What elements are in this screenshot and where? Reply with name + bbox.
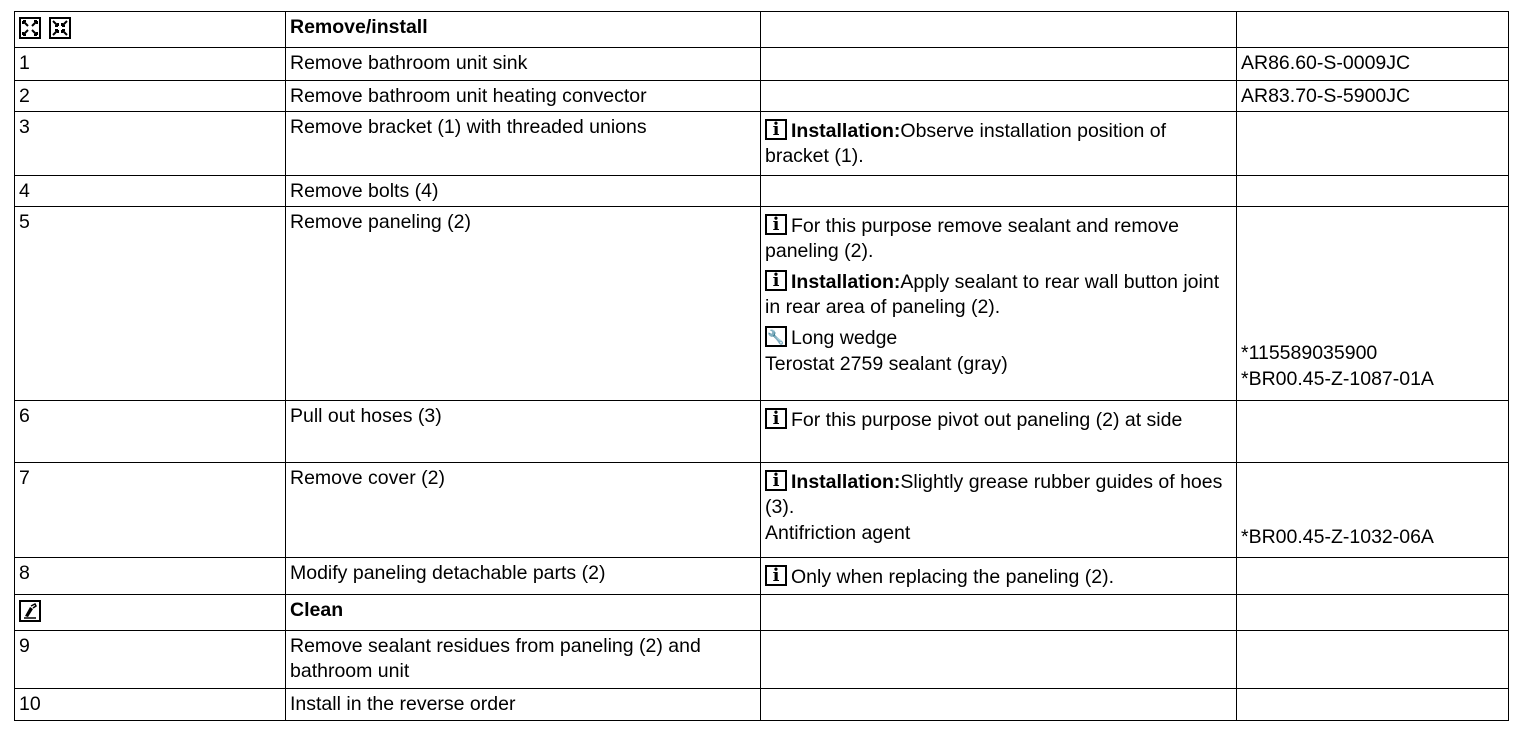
- section-header-row: [15, 595, 1509, 631]
- table-row: [15, 401, 1509, 463]
- step-action: Remove bracket (1) with threaded unions: [286, 112, 761, 176]
- section-header-row: [15, 12, 1509, 48]
- step-number: 4: [15, 176, 286, 207]
- section-icons-cell: [15, 12, 286, 48]
- step-number: 10: [15, 689, 286, 721]
- note-text: Only when replacing the paneling (2).: [791, 566, 1115, 588]
- info-icon: [765, 408, 787, 429]
- step-number: 3: [15, 112, 286, 176]
- step-references: [1237, 463, 1509, 558]
- table-row: [15, 558, 1509, 595]
- tool-name: Long wedge: [791, 327, 898, 349]
- info-icon: [765, 214, 787, 235]
- table-row: [15, 48, 1509, 81]
- material-reference[interactable]: *BR00.45-Z-1087-01A: [1241, 368, 1434, 390]
- info-icon: [765, 470, 787, 491]
- special-tool-icon: [765, 326, 787, 347]
- note-text: Apply sealant to rear wall button joint in rear area of paneling (2).: [765, 271, 1220, 318]
- table-row: [15, 81, 1509, 112]
- note: [765, 270, 1232, 320]
- step-action: Remove bolts (4): [286, 176, 761, 207]
- note: [765, 565, 1232, 590]
- note-text: For this purpose pivot out paneling (2) at side: [791, 409, 1183, 431]
- step-action: Remove bathroom unit heating convector: [286, 81, 761, 112]
- note-text: Observe installation position of bracket (1).: [765, 120, 1166, 167]
- info-icon: [765, 119, 787, 140]
- step-number: 7: [15, 463, 286, 558]
- table-row: [15, 176, 1509, 207]
- note-text: For this purpose remove sealant and remove paneling (2).: [765, 215, 1180, 262]
- step-references: [1237, 207, 1509, 401]
- step-number: 9: [15, 631, 286, 689]
- step-action: Pull out hoses (3): [286, 401, 761, 463]
- install-icon: [49, 17, 71, 39]
- step-notes: [761, 207, 1237, 401]
- material-reference[interactable]: *BR00.45-Z-1032-06A: [1241, 526, 1434, 548]
- step-action: Remove bathroom unit sink: [286, 48, 761, 81]
- note-keyword: Installation:: [791, 120, 901, 142]
- section-title: Clean: [286, 595, 761, 631]
- step-notes: [761, 401, 1237, 463]
- note: [765, 214, 1232, 264]
- table-row: [15, 207, 1509, 401]
- step-action: Install in the reverse order: [286, 689, 761, 721]
- step-action: Remove sealant residues from paneling (2) and bathroom unit: [286, 631, 761, 689]
- note-text: Slightly grease rubber guides of hoes (3).: [765, 471, 1223, 518]
- step-number: 5: [15, 207, 286, 401]
- table-row: [15, 112, 1509, 176]
- step-number: 6: [15, 401, 286, 463]
- step-action: Remove cover (2): [286, 463, 761, 558]
- section-icons-cell: [15, 595, 286, 631]
- step-reference[interactable]: AR83.70-S-5900JC: [1237, 81, 1509, 112]
- section-title: Remove/install: [286, 12, 761, 48]
- note-keyword: Installation:: [791, 471, 901, 493]
- step-reference[interactable]: AR86.60-S-0009JC: [1237, 48, 1509, 81]
- step-notes: [761, 558, 1237, 595]
- tool-note: [765, 326, 1232, 351]
- table-row: [15, 631, 1509, 689]
- note: [765, 119, 1232, 169]
- remove-icon: [19, 17, 41, 39]
- step-number: 1: [15, 48, 286, 81]
- material-name: Terostat 2759 sealant (gray): [765, 353, 1008, 375]
- clean-icon: [19, 600, 41, 622]
- table-row: [15, 463, 1509, 558]
- step-action: Modify paneling detachable parts (2): [286, 558, 761, 595]
- step-notes: [761, 112, 1237, 176]
- material-name: Antifriction agent: [765, 522, 911, 544]
- procedure-table: [14, 11, 1509, 721]
- step-action: Remove paneling (2): [286, 207, 761, 401]
- note-keyword: Installation:: [791, 271, 901, 293]
- info-icon: [765, 270, 787, 291]
- note: [765, 470, 1232, 520]
- step-notes: [761, 463, 1237, 558]
- info-icon: [765, 565, 787, 586]
- note: [765, 408, 1232, 433]
- step-number: 2: [15, 81, 286, 112]
- tool-reference[interactable]: *115589035900: [1241, 342, 1378, 364]
- table-row: [15, 689, 1509, 721]
- step-number: 8: [15, 558, 286, 595]
